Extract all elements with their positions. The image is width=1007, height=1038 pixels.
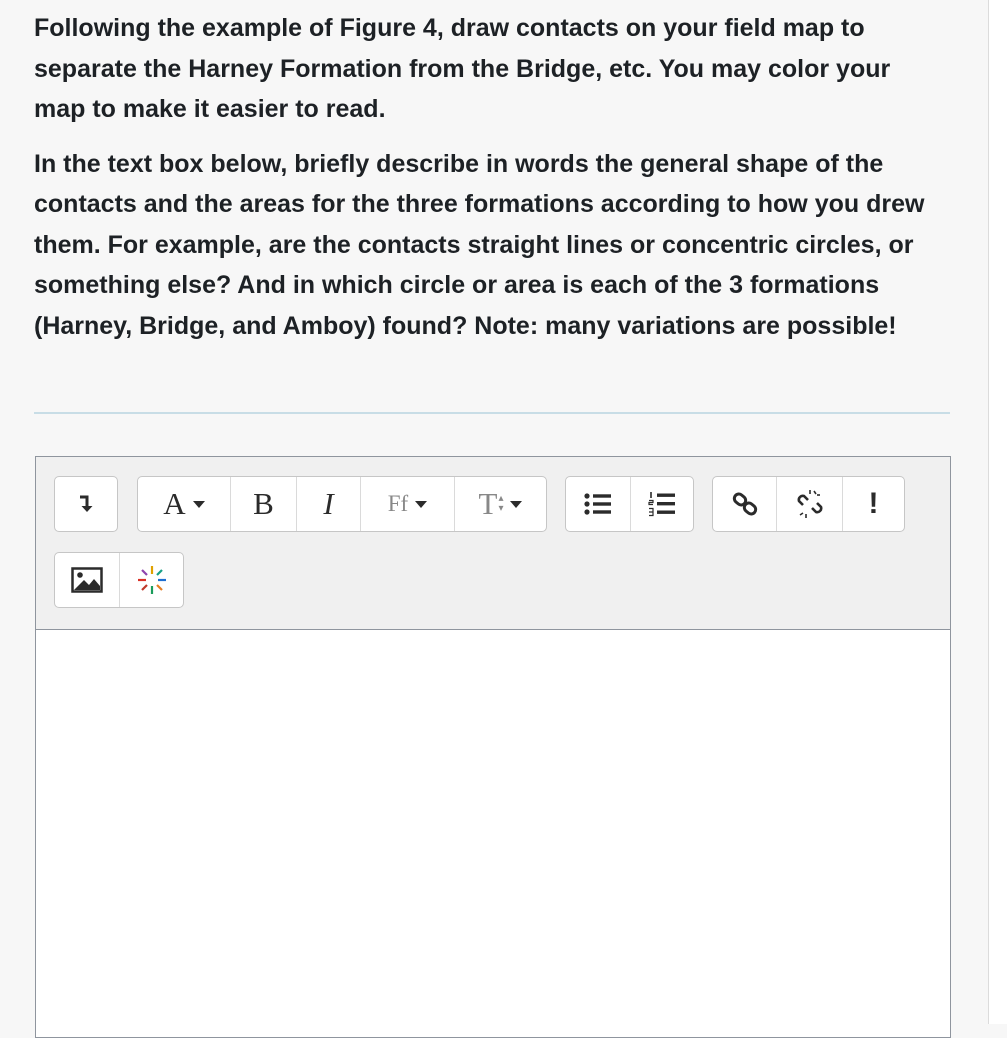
divider bbox=[34, 412, 950, 414]
chevron-down-icon bbox=[415, 501, 427, 508]
link-group bbox=[712, 476, 905, 532]
insert-media-button[interactable] bbox=[119, 553, 183, 607]
insert-image-button[interactable] bbox=[55, 553, 119, 607]
question-paragraph-1: Following the example of Figure 4, draw contacts on your field map to separate the Harney Formation from the Bridge, etc. You may color your map to make it easier to read. bbox=[34, 14, 891, 123]
unordered-list-button[interactable] bbox=[566, 477, 630, 531]
image-icon bbox=[71, 567, 103, 593]
editor-text-area[interactable] bbox=[36, 630, 950, 1037]
unlink-button[interactable] bbox=[776, 477, 842, 531]
toolbar-toggle-icon bbox=[78, 494, 94, 514]
page-right-edge bbox=[988, 0, 1007, 1024]
toolbar-toggle-group bbox=[54, 476, 118, 532]
font-color-button[interactable] bbox=[138, 477, 230, 531]
accessibility-label: ! bbox=[868, 487, 879, 520]
font-size-label: T bbox=[478, 486, 498, 521]
link-button[interactable] bbox=[713, 477, 776, 531]
media-icon bbox=[136, 564, 168, 596]
font-color-label: A bbox=[163, 486, 186, 521]
media-group bbox=[54, 552, 184, 608]
italic-label: I bbox=[323, 486, 334, 521]
link-icon bbox=[731, 490, 759, 518]
question-paragraph-2: In the text box below, briefly describe in words the general shape of the contacts and the areas for the three formations according to how you drew them. For example, are the contacts straight lines or concentric circles, or something else? And in which circle or area is each of the 3 formations (Harney, Bridge, and Amboy) found? Note: many variations are possible! bbox=[34, 149, 925, 340]
bold-label: B bbox=[253, 486, 274, 521]
ordered-list-button[interactable] bbox=[630, 477, 693, 531]
unlink-icon bbox=[795, 489, 825, 519]
toolbar-toggle-button[interactable] bbox=[55, 477, 117, 531]
list-group bbox=[565, 476, 694, 532]
accessibility-checker-button[interactable] bbox=[842, 477, 904, 531]
italic-button[interactable] bbox=[296, 477, 360, 531]
editor-toolbar bbox=[36, 457, 950, 630]
font-family-label: Ff bbox=[387, 491, 409, 516]
chevron-down-icon bbox=[193, 501, 205, 508]
bold-button[interactable] bbox=[230, 477, 296, 531]
question-text bbox=[34, 8, 944, 346]
ordered-list-icon bbox=[648, 491, 676, 517]
size-arrows-icon: ▴ ▾ bbox=[498, 493, 504, 514]
font-size-button[interactable] bbox=[454, 477, 546, 531]
rich-text-editor bbox=[35, 456, 951, 1038]
chevron-down-icon bbox=[510, 501, 522, 508]
unordered-list-icon bbox=[584, 492, 612, 516]
font-family-button[interactable] bbox=[360, 477, 454, 531]
formatting-group bbox=[137, 476, 547, 532]
